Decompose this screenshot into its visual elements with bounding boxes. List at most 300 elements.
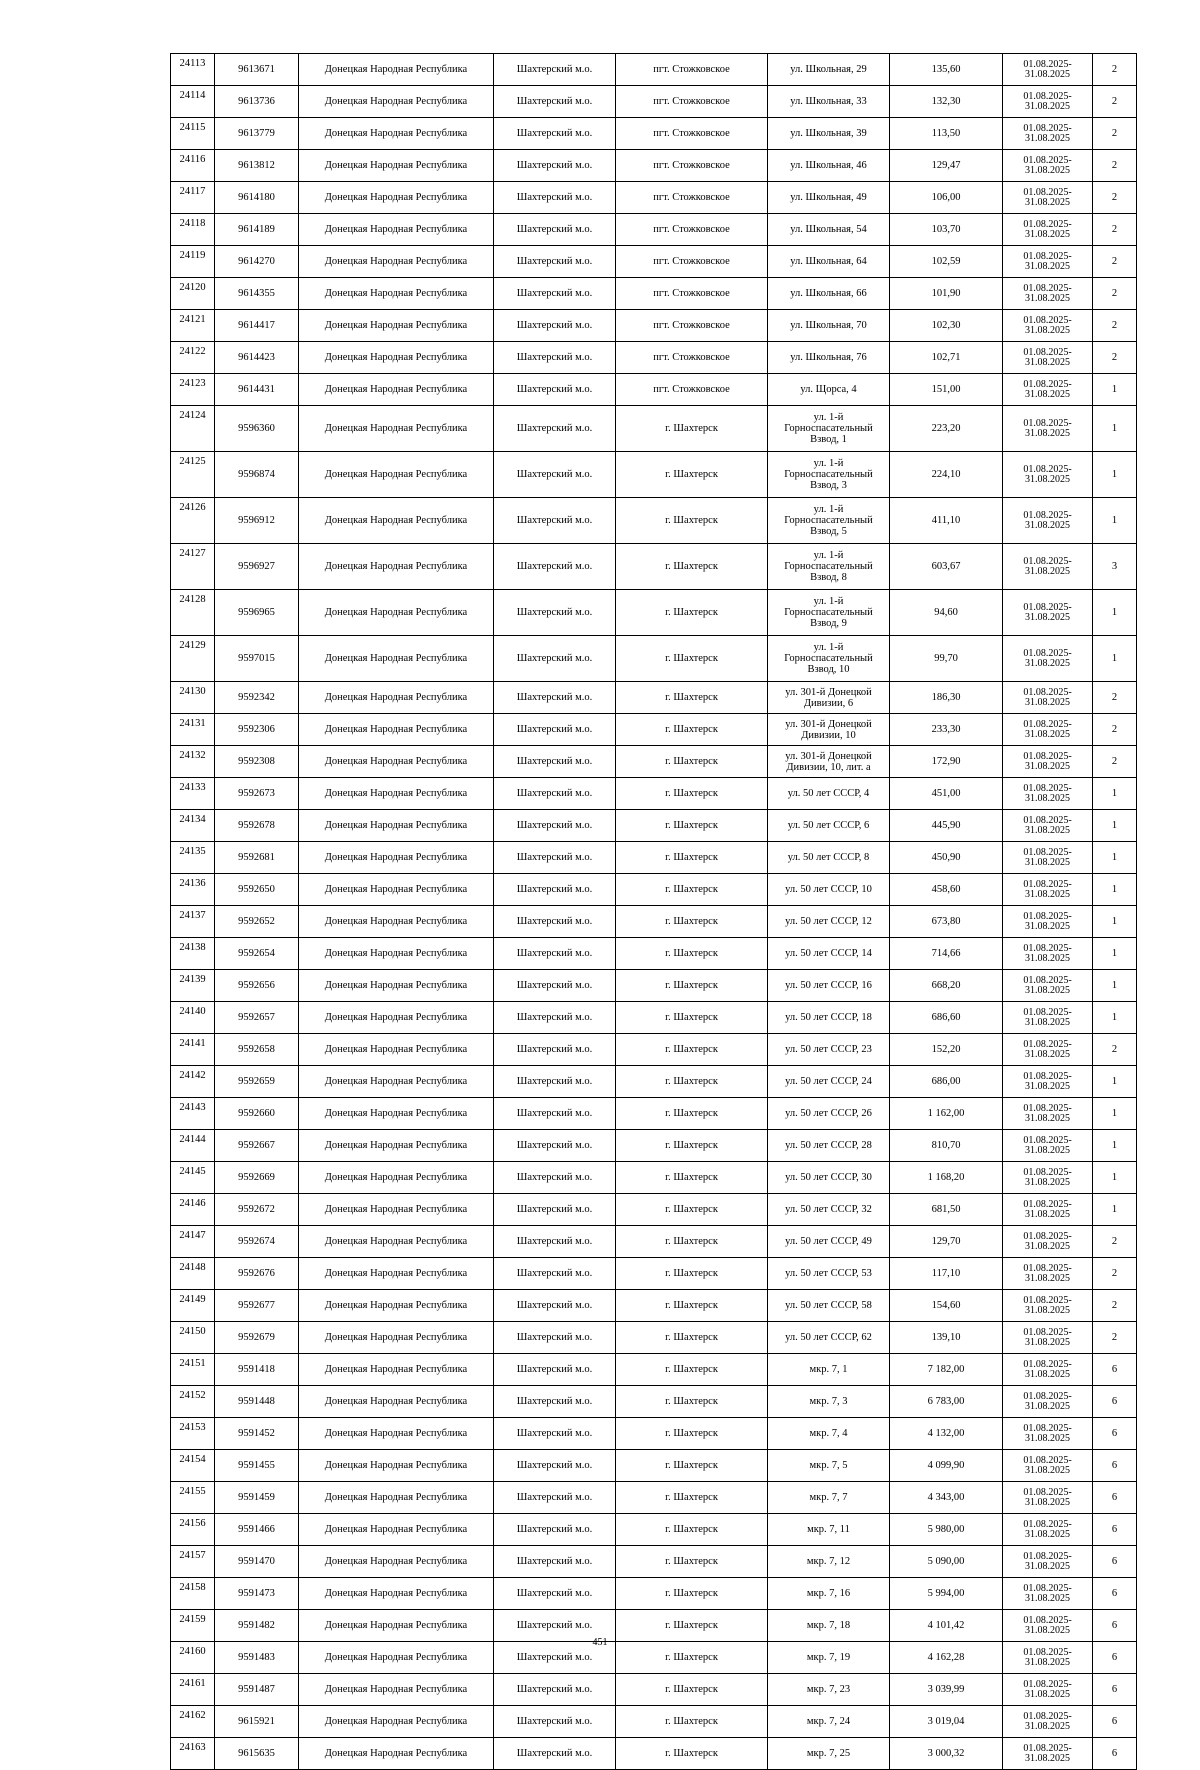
region-cell: Донецкая Народная Республика bbox=[299, 214, 494, 246]
region-cell: Донецкая Народная Республика bbox=[299, 778, 494, 810]
area-cell: 5 090,00 bbox=[890, 1546, 1003, 1578]
region-cell: Донецкая Народная Республика bbox=[299, 544, 494, 590]
locality-cell: г. Шахтерск bbox=[616, 1482, 768, 1514]
locality-cell: г. Шахтерск bbox=[616, 1322, 768, 1354]
table-row bbox=[171, 1290, 1137, 1322]
area-cell: 5 994,00 bbox=[890, 1578, 1003, 1610]
period-cell: 01.08.2025-31.08.2025 bbox=[1003, 778, 1093, 810]
count-cell: 6 bbox=[1093, 1354, 1137, 1386]
address-cell: ул. 301-й Донецкой Дивизии, 10, лит. а bbox=[768, 746, 890, 778]
district-cell: Шахтерский м.о. bbox=[494, 842, 616, 874]
object-code: 9614417 bbox=[215, 310, 299, 342]
locality-cell: пгт. Стожковское bbox=[616, 150, 768, 182]
object-code: 9596927 bbox=[215, 544, 299, 590]
district-cell: Шахтерский м.о. bbox=[494, 1450, 616, 1482]
period-cell: 01.08.2025-31.08.2025 bbox=[1003, 54, 1093, 86]
address-cell: ул. 50 лет СССР, 26 bbox=[768, 1098, 890, 1130]
region-cell: Донецкая Народная Республика bbox=[299, 498, 494, 544]
district-cell: Шахтерский м.о. bbox=[494, 1514, 616, 1546]
address-cell: мкр. 7, 4 bbox=[768, 1418, 890, 1450]
table-row bbox=[171, 1546, 1137, 1578]
table-row bbox=[171, 682, 1137, 714]
table-row bbox=[171, 342, 1137, 374]
row-number: 24158 bbox=[171, 1578, 215, 1610]
region-cell: Донецкая Народная Республика bbox=[299, 1514, 494, 1546]
district-cell: Шахтерский м.о. bbox=[494, 150, 616, 182]
table-row bbox=[171, 1066, 1137, 1098]
count-cell: 1 bbox=[1093, 498, 1137, 544]
address-cell: мкр. 7, 7 bbox=[768, 1482, 890, 1514]
row-number: 24154 bbox=[171, 1450, 215, 1482]
period-cell: 01.08.2025-31.08.2025 bbox=[1003, 342, 1093, 374]
region-cell: Донецкая Народная Республика bbox=[299, 1546, 494, 1578]
object-code: 9614189 bbox=[215, 214, 299, 246]
area-cell: 117,10 bbox=[890, 1258, 1003, 1290]
row-number: 24123 bbox=[171, 374, 215, 406]
area-cell: 3 039,99 bbox=[890, 1674, 1003, 1706]
region-cell: Донецкая Народная Республика bbox=[299, 54, 494, 86]
period-cell: 01.08.2025-31.08.2025 bbox=[1003, 374, 1093, 406]
count-cell: 6 bbox=[1093, 1546, 1137, 1578]
area-cell: 3 000,32 bbox=[890, 1738, 1003, 1770]
address-cell: ул. 1-й Горноспасательный Взвод, 5 bbox=[768, 498, 890, 544]
locality-cell: г. Шахтерск bbox=[616, 1162, 768, 1194]
period-cell: 01.08.2025-31.08.2025 bbox=[1003, 1034, 1093, 1066]
count-cell: 2 bbox=[1093, 182, 1137, 214]
locality-cell: пгт. Стожковское bbox=[616, 246, 768, 278]
table-row bbox=[171, 214, 1137, 246]
locality-cell: г. Шахтерск bbox=[616, 590, 768, 636]
address-cell: ул. 50 лет СССР, 53 bbox=[768, 1258, 890, 1290]
region-cell: Донецкая Народная Республика bbox=[299, 1258, 494, 1290]
period-cell: 01.08.2025-31.08.2025 bbox=[1003, 714, 1093, 746]
region-cell: Донецкая Народная Республика bbox=[299, 810, 494, 842]
area-cell: 450,90 bbox=[890, 842, 1003, 874]
district-cell: Шахтерский м.о. bbox=[494, 498, 616, 544]
address-cell: ул. 50 лет СССР, 14 bbox=[768, 938, 890, 970]
table-row bbox=[171, 1578, 1137, 1610]
area-cell: 6 783,00 bbox=[890, 1386, 1003, 1418]
period-cell: 01.08.2025-31.08.2025 bbox=[1003, 182, 1093, 214]
count-cell: 2 bbox=[1093, 1258, 1137, 1290]
area-cell: 233,30 bbox=[890, 714, 1003, 746]
period-cell: 01.08.2025-31.08.2025 bbox=[1003, 682, 1093, 714]
district-cell: Шахтерский м.о. bbox=[494, 810, 616, 842]
area-cell: 129,47 bbox=[890, 150, 1003, 182]
period-cell: 01.08.2025-31.08.2025 bbox=[1003, 1706, 1093, 1738]
region-cell: Донецкая Народная Республика bbox=[299, 590, 494, 636]
locality-cell: г. Шахтерск bbox=[616, 1514, 768, 1546]
count-cell: 2 bbox=[1093, 714, 1137, 746]
count-cell: 6 bbox=[1093, 1418, 1137, 1450]
row-number: 24145 bbox=[171, 1162, 215, 1194]
period-cell: 01.08.2025-31.08.2025 bbox=[1003, 1162, 1093, 1194]
period-cell: 01.08.2025-31.08.2025 bbox=[1003, 1610, 1093, 1642]
table-row bbox=[171, 54, 1137, 86]
region-cell: Донецкая Народная Республика bbox=[299, 1386, 494, 1418]
locality-cell: г. Шахтерск bbox=[616, 1034, 768, 1066]
object-code: 9592667 bbox=[215, 1130, 299, 1162]
row-number: 24128 bbox=[171, 590, 215, 636]
address-cell: мкр. 7, 16 bbox=[768, 1578, 890, 1610]
district-cell: Шахтерский м.о. bbox=[494, 778, 616, 810]
row-number: 24126 bbox=[171, 498, 215, 544]
locality-cell: г. Шахтерск bbox=[616, 1738, 768, 1770]
row-number: 24132 bbox=[171, 746, 215, 778]
object-code: 9614423 bbox=[215, 342, 299, 374]
object-code: 9591470 bbox=[215, 1546, 299, 1578]
object-code: 9592657 bbox=[215, 1002, 299, 1034]
row-number: 24147 bbox=[171, 1226, 215, 1258]
count-cell: 1 bbox=[1093, 406, 1137, 452]
count-cell: 1 bbox=[1093, 1130, 1137, 1162]
district-cell: Шахтерский м.о. bbox=[494, 1258, 616, 1290]
area-cell: 129,70 bbox=[890, 1226, 1003, 1258]
table-row bbox=[171, 1226, 1137, 1258]
locality-cell: г. Шахтерск bbox=[616, 938, 768, 970]
period-cell: 01.08.2025-31.08.2025 bbox=[1003, 1002, 1093, 1034]
object-code: 9592652 bbox=[215, 906, 299, 938]
row-number: 24114 bbox=[171, 86, 215, 118]
count-cell: 1 bbox=[1093, 1002, 1137, 1034]
district-cell: Шахтерский м.о. bbox=[494, 1130, 616, 1162]
row-number: 24135 bbox=[171, 842, 215, 874]
district-cell: Шахтерский м.о. bbox=[494, 406, 616, 452]
area-cell: 4 101,42 bbox=[890, 1610, 1003, 1642]
table-row bbox=[171, 246, 1137, 278]
object-code: 9592658 bbox=[215, 1034, 299, 1066]
district-cell: Шахтерский м.о. bbox=[494, 938, 616, 970]
locality-cell: г. Шахтерск bbox=[616, 1610, 768, 1642]
region-cell: Донецкая Народная Республика bbox=[299, 1066, 494, 1098]
region-cell: Донецкая Народная Республика bbox=[299, 1578, 494, 1610]
object-code: 9597015 bbox=[215, 636, 299, 682]
area-cell: 186,30 bbox=[890, 682, 1003, 714]
district-cell: Шахтерский м.о. bbox=[494, 118, 616, 150]
row-number: 24124 bbox=[171, 406, 215, 452]
object-code: 9592308 bbox=[215, 746, 299, 778]
region-cell: Донецкая Народная Республика bbox=[299, 118, 494, 150]
period-cell: 01.08.2025-31.08.2025 bbox=[1003, 1578, 1093, 1610]
object-code: 9592678 bbox=[215, 810, 299, 842]
region-cell: Донецкая Народная Республика bbox=[299, 374, 494, 406]
area-cell: 106,00 bbox=[890, 182, 1003, 214]
address-cell: ул. Школьная, 64 bbox=[768, 246, 890, 278]
address-cell: мкр. 7, 12 bbox=[768, 1546, 890, 1578]
address-cell: мкр. 7, 1 bbox=[768, 1354, 890, 1386]
object-code: 9592673 bbox=[215, 778, 299, 810]
area-cell: 4 132,00 bbox=[890, 1418, 1003, 1450]
object-code: 9591459 bbox=[215, 1482, 299, 1514]
locality-cell: г. Шахтерск bbox=[616, 778, 768, 810]
table-row bbox=[171, 1258, 1137, 1290]
object-code: 9596360 bbox=[215, 406, 299, 452]
address-cell: ул. 50 лет СССР, 4 bbox=[768, 778, 890, 810]
district-cell: Шахтерский м.о. bbox=[494, 544, 616, 590]
row-number: 24153 bbox=[171, 1418, 215, 1450]
district-cell: Шахтерский м.о. bbox=[494, 246, 616, 278]
district-cell: Шахтерский м.о. bbox=[494, 1002, 616, 1034]
period-cell: 01.08.2025-31.08.2025 bbox=[1003, 498, 1093, 544]
object-code: 9592669 bbox=[215, 1162, 299, 1194]
object-code: 9591448 bbox=[215, 1386, 299, 1418]
period-cell: 01.08.2025-31.08.2025 bbox=[1003, 1418, 1093, 1450]
count-cell: 6 bbox=[1093, 1642, 1137, 1674]
region-cell: Донецкая Народная Республика bbox=[299, 342, 494, 374]
row-number: 24113 bbox=[171, 54, 215, 86]
region-cell: Донецкая Народная Республика bbox=[299, 86, 494, 118]
table-row bbox=[171, 278, 1137, 310]
row-number: 24162 bbox=[171, 1706, 215, 1738]
district-cell: Шахтерский м.о. bbox=[494, 214, 616, 246]
region-cell: Донецкая Народная Республика bbox=[299, 1418, 494, 1450]
count-cell: 6 bbox=[1093, 1738, 1137, 1770]
row-number: 24157 bbox=[171, 1546, 215, 1578]
locality-cell: г. Шахтерск bbox=[616, 970, 768, 1002]
region-cell: Донецкая Народная Республика bbox=[299, 1162, 494, 1194]
area-cell: 102,71 bbox=[890, 342, 1003, 374]
count-cell: 1 bbox=[1093, 874, 1137, 906]
region-cell: Донецкая Народная Республика bbox=[299, 1290, 494, 1322]
locality-cell: г. Шахтерск bbox=[616, 1002, 768, 1034]
locality-cell: г. Шахтерск bbox=[616, 1290, 768, 1322]
period-cell: 01.08.2025-31.08.2025 bbox=[1003, 1386, 1093, 1418]
period-cell: 01.08.2025-31.08.2025 bbox=[1003, 938, 1093, 970]
region-cell: Донецкая Народная Республика bbox=[299, 246, 494, 278]
locality-cell: пгт. Стожковское bbox=[616, 214, 768, 246]
period-cell: 01.08.2025-31.08.2025 bbox=[1003, 278, 1093, 310]
address-cell: ул. 50 лет СССР, 28 bbox=[768, 1130, 890, 1162]
address-cell: ул. Школьная, 66 bbox=[768, 278, 890, 310]
area-cell: 102,30 bbox=[890, 310, 1003, 342]
district-cell: Шахтерский м.о. bbox=[494, 1674, 616, 1706]
period-cell: 01.08.2025-31.08.2025 bbox=[1003, 1098, 1093, 1130]
object-code: 9591473 bbox=[215, 1578, 299, 1610]
address-cell: мкр. 7, 18 bbox=[768, 1610, 890, 1642]
row-number: 24155 bbox=[171, 1482, 215, 1514]
count-cell: 2 bbox=[1093, 278, 1137, 310]
address-cell: ул. 50 лет СССР, 32 bbox=[768, 1194, 890, 1226]
locality-cell: г. Шахтерск bbox=[616, 714, 768, 746]
region-cell: Донецкая Народная Республика bbox=[299, 1482, 494, 1514]
address-cell: мкр. 7, 19 bbox=[768, 1642, 890, 1674]
address-cell: ул. Школьная, 33 bbox=[768, 86, 890, 118]
period-cell: 01.08.2025-31.08.2025 bbox=[1003, 1514, 1093, 1546]
period-cell: 01.08.2025-31.08.2025 bbox=[1003, 1674, 1093, 1706]
district-cell: Шахтерский м.о. bbox=[494, 590, 616, 636]
area-cell: 223,20 bbox=[890, 406, 1003, 452]
row-number: 24115 bbox=[171, 118, 215, 150]
table-row bbox=[171, 182, 1137, 214]
table-row bbox=[171, 498, 1137, 544]
district-cell: Шахтерский м.о. bbox=[494, 1610, 616, 1642]
area-cell: 445,90 bbox=[890, 810, 1003, 842]
district-cell: Шахтерский м.о. bbox=[494, 970, 616, 1002]
object-code: 9592656 bbox=[215, 970, 299, 1002]
table-row bbox=[171, 810, 1137, 842]
region-cell: Донецкая Народная Республика bbox=[299, 1706, 494, 1738]
region-cell: Донецкая Народная Республика bbox=[299, 1194, 494, 1226]
area-cell: 101,90 bbox=[890, 278, 1003, 310]
count-cell: 1 bbox=[1093, 452, 1137, 498]
address-cell: ул. 50 лет СССР, 23 bbox=[768, 1034, 890, 1066]
object-code: 9592660 bbox=[215, 1098, 299, 1130]
area-cell: 224,10 bbox=[890, 452, 1003, 498]
table-row bbox=[171, 1130, 1137, 1162]
area-cell: 5 980,00 bbox=[890, 1514, 1003, 1546]
district-cell: Шахтерский м.о. bbox=[494, 1322, 616, 1354]
count-cell: 2 bbox=[1093, 54, 1137, 86]
district-cell: Шахтерский м.о. bbox=[494, 86, 616, 118]
table-row bbox=[171, 746, 1137, 778]
district-cell: Шахтерский м.о. bbox=[494, 374, 616, 406]
locality-cell: г. Шахтерск bbox=[616, 1386, 768, 1418]
region-cell: Донецкая Народная Республика bbox=[299, 1674, 494, 1706]
row-number: 24146 bbox=[171, 1194, 215, 1226]
area-cell: 603,67 bbox=[890, 544, 1003, 590]
row-number: 24125 bbox=[171, 452, 215, 498]
object-code: 9592672 bbox=[215, 1194, 299, 1226]
address-cell: мкр. 7, 5 bbox=[768, 1450, 890, 1482]
table-row bbox=[171, 1386, 1137, 1418]
area-cell: 172,90 bbox=[890, 746, 1003, 778]
region-cell: Донецкая Народная Республика bbox=[299, 1226, 494, 1258]
area-cell: 458,60 bbox=[890, 874, 1003, 906]
period-cell: 01.08.2025-31.08.2025 bbox=[1003, 1354, 1093, 1386]
object-code: 9592650 bbox=[215, 874, 299, 906]
locality-cell: пгт. Стожковское bbox=[616, 182, 768, 214]
period-cell: 01.08.2025-31.08.2025 bbox=[1003, 150, 1093, 182]
row-number: 24133 bbox=[171, 778, 215, 810]
count-cell: 2 bbox=[1093, 342, 1137, 374]
table-row bbox=[171, 590, 1137, 636]
district-cell: Шахтерский м.о. bbox=[494, 278, 616, 310]
address-cell: мкр. 7, 3 bbox=[768, 1386, 890, 1418]
district-cell: Шахтерский м.о. bbox=[494, 54, 616, 86]
address-cell: ул. 1-й Горноспасательный Взвод, 8 bbox=[768, 544, 890, 590]
object-code: 9613736 bbox=[215, 86, 299, 118]
row-number: 24116 bbox=[171, 150, 215, 182]
address-cell: ул. 50 лет СССР, 30 bbox=[768, 1162, 890, 1194]
table-row bbox=[171, 874, 1137, 906]
locality-cell: г. Шахтерск bbox=[616, 1194, 768, 1226]
period-cell: 01.08.2025-31.08.2025 bbox=[1003, 1450, 1093, 1482]
region-cell: Донецкая Народная Республика bbox=[299, 906, 494, 938]
row-number: 24144 bbox=[171, 1130, 215, 1162]
row-number: 24119 bbox=[171, 246, 215, 278]
count-cell: 1 bbox=[1093, 636, 1137, 682]
object-code: 9592676 bbox=[215, 1258, 299, 1290]
object-code: 9591466 bbox=[215, 1514, 299, 1546]
count-cell: 6 bbox=[1093, 1482, 1137, 1514]
row-number: 24159 bbox=[171, 1610, 215, 1642]
region-cell: Донецкая Народная Республика bbox=[299, 938, 494, 970]
count-cell: 1 bbox=[1093, 778, 1137, 810]
area-cell: 103,70 bbox=[890, 214, 1003, 246]
row-number: 24120 bbox=[171, 278, 215, 310]
count-cell: 2 bbox=[1093, 118, 1137, 150]
address-cell: ул. Школьная, 46 bbox=[768, 150, 890, 182]
area-cell: 4 099,90 bbox=[890, 1450, 1003, 1482]
table-row bbox=[171, 1418, 1137, 1450]
table-row bbox=[171, 1162, 1137, 1194]
count-cell: 2 bbox=[1093, 246, 1137, 278]
region-cell: Донецкая Народная Республика bbox=[299, 746, 494, 778]
row-number: 24156 bbox=[171, 1514, 215, 1546]
locality-cell: пгт. Стожковское bbox=[616, 278, 768, 310]
locality-cell: г. Шахтерск bbox=[616, 1546, 768, 1578]
period-cell: 01.08.2025-31.08.2025 bbox=[1003, 1322, 1093, 1354]
table-row bbox=[171, 374, 1137, 406]
period-cell: 01.08.2025-31.08.2025 bbox=[1003, 746, 1093, 778]
district-cell: Шахтерский м.о. bbox=[494, 1162, 616, 1194]
region-cell: Донецкая Народная Республика bbox=[299, 1130, 494, 1162]
row-number: 24151 bbox=[171, 1354, 215, 1386]
object-code: 9591487 bbox=[215, 1674, 299, 1706]
region-cell: Донецкая Народная Республика bbox=[299, 874, 494, 906]
address-cell: ул. 50 лет СССР, 6 bbox=[768, 810, 890, 842]
count-cell: 6 bbox=[1093, 1610, 1137, 1642]
address-cell: ул. 301-й Донецкой Дивизии, 10 bbox=[768, 714, 890, 746]
table-row bbox=[171, 406, 1137, 452]
locality-cell: пгт. Стожковское bbox=[616, 342, 768, 374]
row-number: 24117 bbox=[171, 182, 215, 214]
count-cell: 1 bbox=[1093, 590, 1137, 636]
area-cell: 714,66 bbox=[890, 938, 1003, 970]
object-code: 9614180 bbox=[215, 182, 299, 214]
row-number: 24131 bbox=[171, 714, 215, 746]
table-row bbox=[171, 714, 1137, 746]
area-cell: 151,00 bbox=[890, 374, 1003, 406]
row-number: 24138 bbox=[171, 938, 215, 970]
row-number: 24150 bbox=[171, 1322, 215, 1354]
address-cell: ул. Школьная, 76 bbox=[768, 342, 890, 374]
row-number: 24149 bbox=[171, 1290, 215, 1322]
locality-cell: пгт. Стожковское bbox=[616, 310, 768, 342]
period-cell: 01.08.2025-31.08.2025 bbox=[1003, 310, 1093, 342]
district-cell: Шахтерский м.о. bbox=[494, 906, 616, 938]
period-cell: 01.08.2025-31.08.2025 bbox=[1003, 590, 1093, 636]
object-code: 9592654 bbox=[215, 938, 299, 970]
object-code: 9613779 bbox=[215, 118, 299, 150]
table-row bbox=[171, 1450, 1137, 1482]
object-code: 9591455 bbox=[215, 1450, 299, 1482]
table-row bbox=[171, 1738, 1137, 1770]
locality-cell: г. Шахтерск bbox=[616, 842, 768, 874]
area-cell: 94,60 bbox=[890, 590, 1003, 636]
area-cell: 451,00 bbox=[890, 778, 1003, 810]
locality-cell: г. Шахтерск bbox=[616, 544, 768, 590]
table-row bbox=[171, 1514, 1137, 1546]
area-cell: 411,10 bbox=[890, 498, 1003, 544]
district-cell: Шахтерский м.о. bbox=[494, 714, 616, 746]
period-cell: 01.08.2025-31.08.2025 bbox=[1003, 810, 1093, 842]
period-cell: 01.08.2025-31.08.2025 bbox=[1003, 544, 1093, 590]
address-cell: мкр. 7, 23 bbox=[768, 1674, 890, 1706]
region-cell: Донецкая Народная Республика bbox=[299, 310, 494, 342]
row-number: 24161 bbox=[171, 1674, 215, 1706]
row-number: 24141 bbox=[171, 1034, 215, 1066]
locality-cell: г. Шахтерск bbox=[616, 1130, 768, 1162]
table-row bbox=[171, 938, 1137, 970]
object-code: 9592679 bbox=[215, 1322, 299, 1354]
table-row bbox=[171, 1034, 1137, 1066]
area-cell: 139,10 bbox=[890, 1322, 1003, 1354]
district-cell: Шахтерский м.о. bbox=[494, 1418, 616, 1450]
period-cell: 01.08.2025-31.08.2025 bbox=[1003, 1194, 1093, 1226]
address-cell: ул. 50 лет СССР, 24 bbox=[768, 1066, 890, 1098]
district-cell: Шахтерский м.о. bbox=[494, 1354, 616, 1386]
